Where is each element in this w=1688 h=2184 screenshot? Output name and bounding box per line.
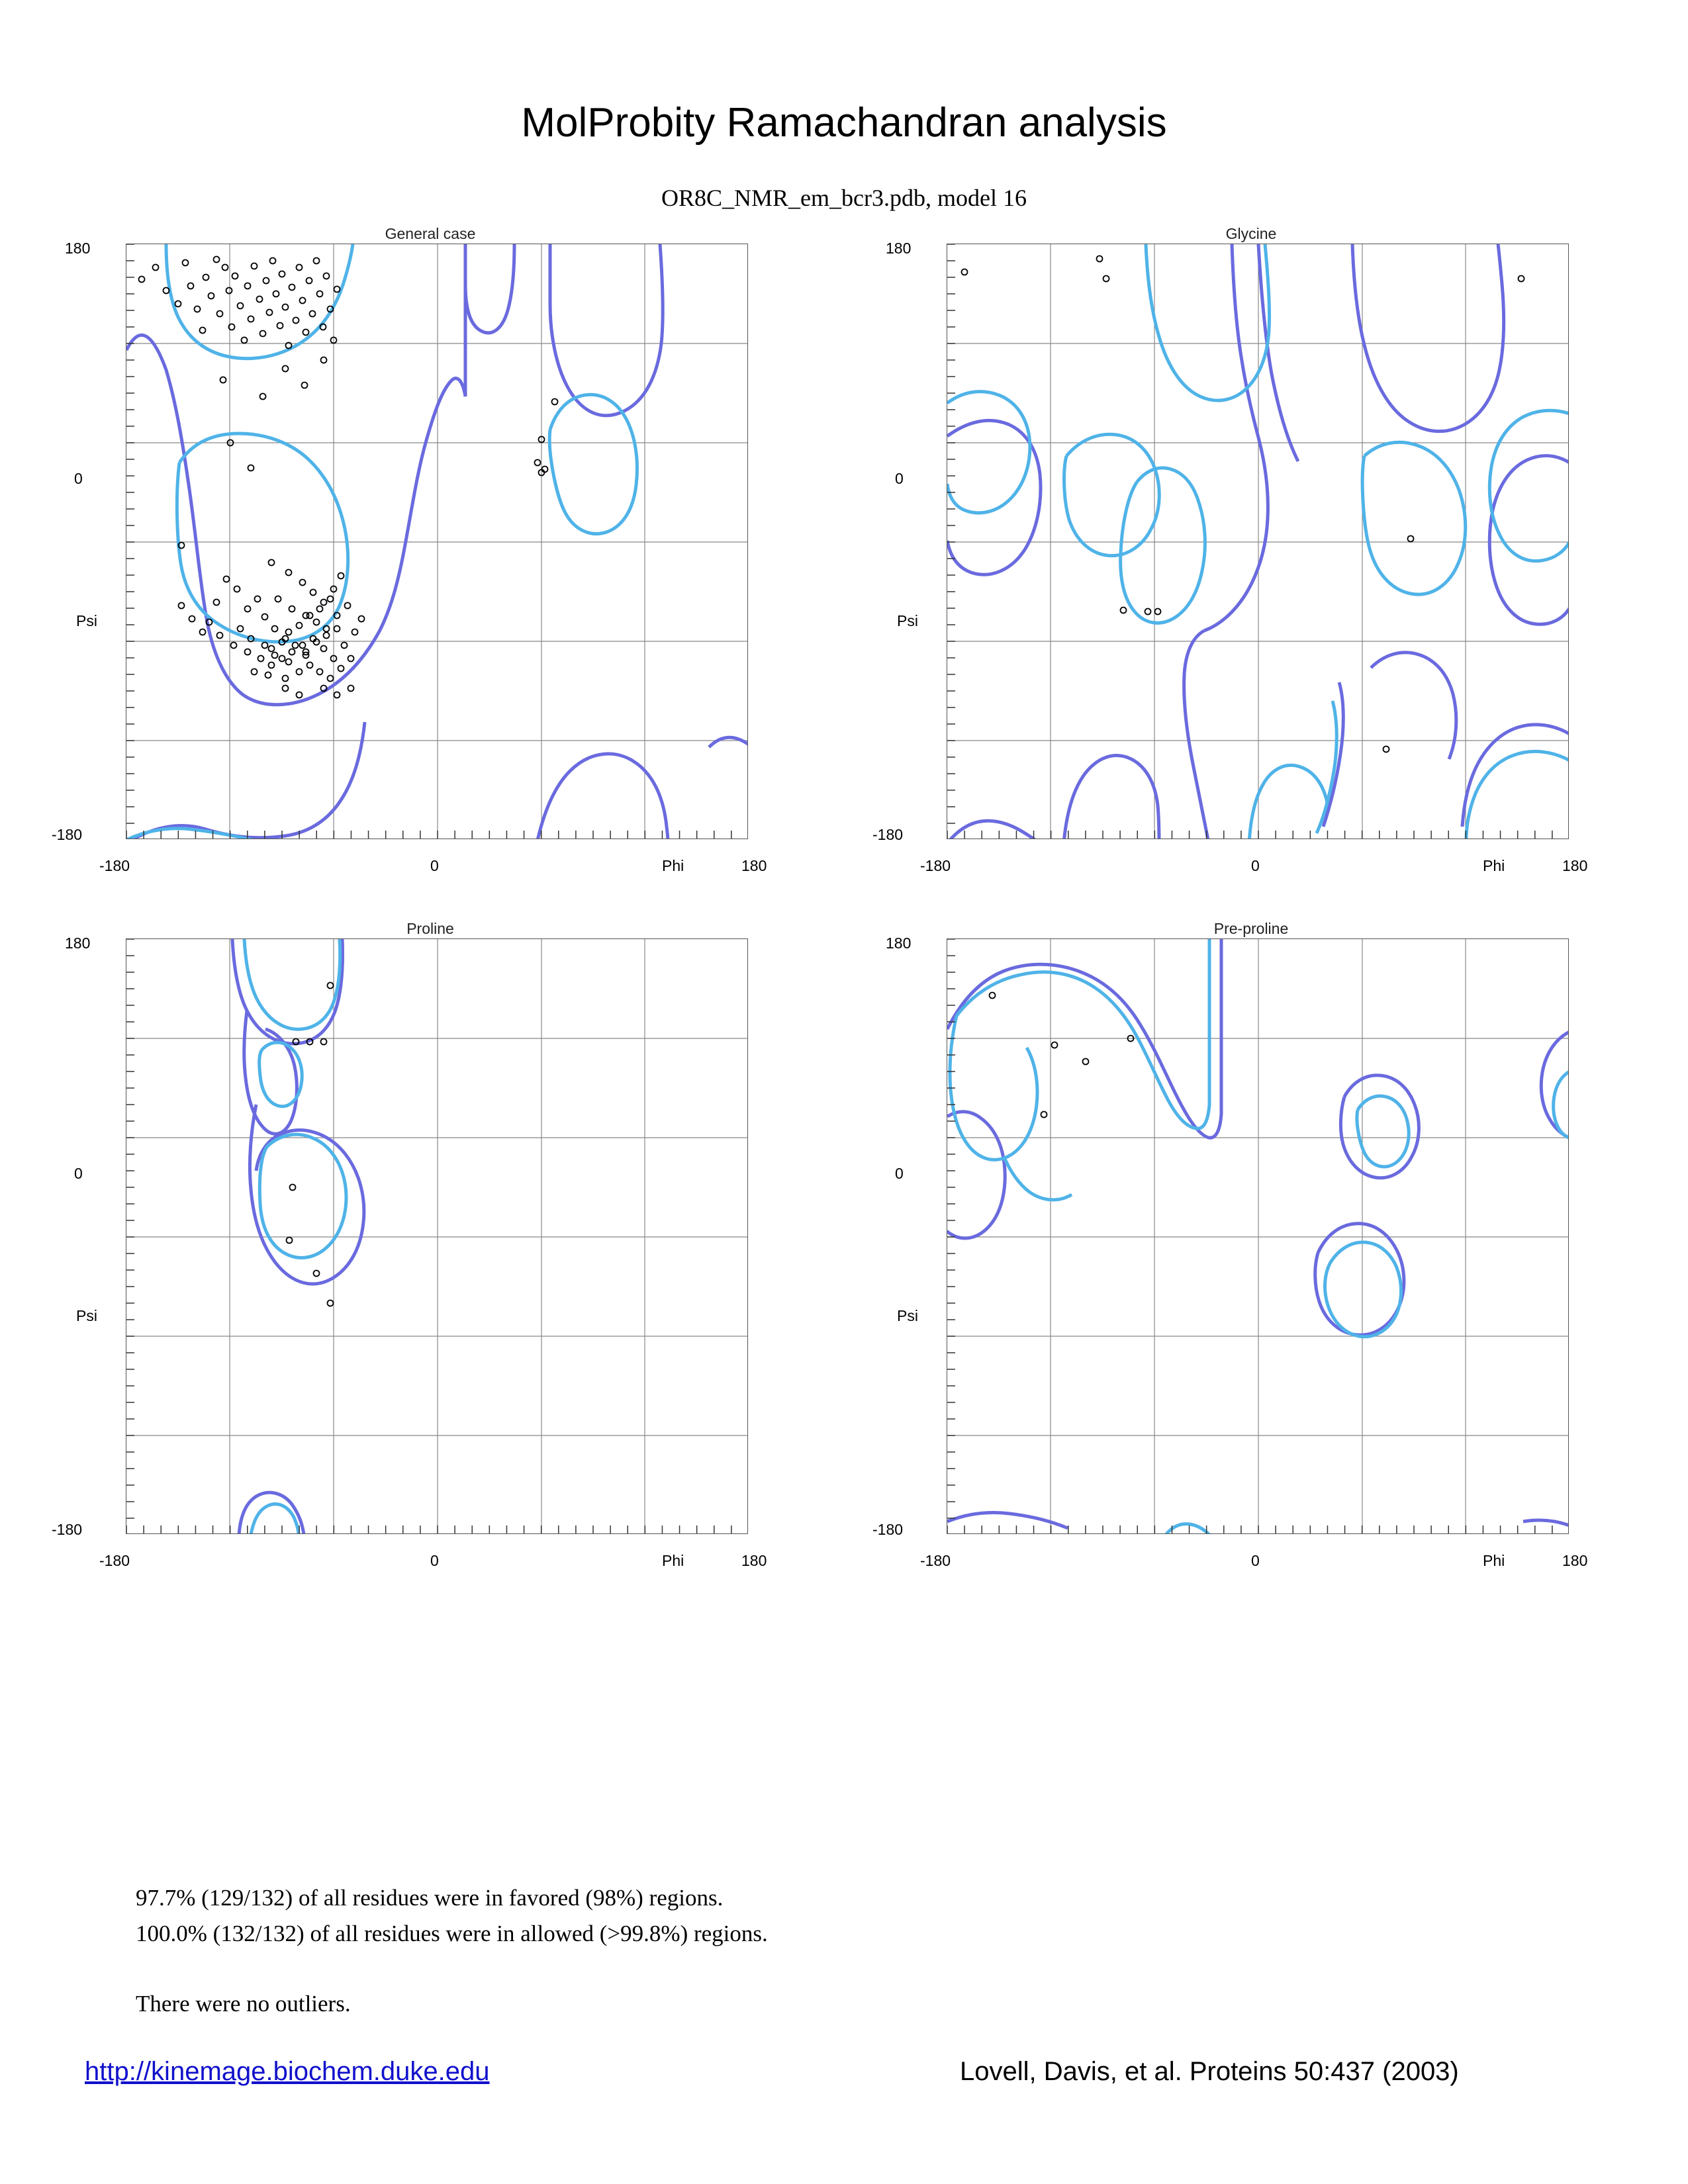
plot-area-proline[interactable] <box>126 938 748 1534</box>
plot-svg-proline <box>126 939 748 1534</box>
x-tick-0-proline: 0 <box>430 1552 439 1569</box>
y-tick-0-general: 0 <box>74 470 83 487</box>
data-points-glycine <box>962 256 1524 752</box>
x-axis-label-proline: Phi <box>662 1552 684 1569</box>
kinemage-link[interactable]: http://kinemage.biochem.duke.edu <box>85 2057 490 2086</box>
x-tick-0-general: 0 <box>430 857 439 874</box>
y-tick-180-general: 180 <box>65 240 91 257</box>
y-axis-label-general: Psi <box>76 612 97 629</box>
y-tick-0-proline: 0 <box>74 1165 83 1182</box>
panel-glycine <box>872 225 1602 874</box>
plot-area-general-case[interactable] <box>126 244 748 839</box>
grid-lines-general <box>126 244 748 839</box>
data-points-general <box>139 257 558 698</box>
y-axis-label-preproline: Psi <box>897 1307 918 1324</box>
y-tick-0-preproline: 0 <box>895 1165 904 1182</box>
citation-text: Lovell, Davis, et al. Proteins 50:437 (2003) <box>960 2057 1459 2086</box>
y-tick-0-glycine: 0 <box>895 470 904 487</box>
x-axis-label-preproline: Phi <box>1483 1552 1505 1569</box>
stats-outliers: There were no outliers. <box>136 1991 351 2017</box>
plot-svg-preproline <box>947 939 1569 1534</box>
panel-general-case <box>52 225 781 874</box>
y-tick-180-glycine: 180 <box>886 240 912 257</box>
y-tick-180-preproline: 180 <box>886 934 912 952</box>
x-tick-180-glycine: 180 <box>1562 857 1588 874</box>
page-subtitle: OR8C_NMR_em_bcr3.pdb, model 16 <box>661 185 1027 211</box>
y-tick-neg180-glycine: -180 <box>872 826 904 843</box>
x-tick-neg180-glycine: -180 <box>920 857 951 874</box>
grid-lines-preproline <box>947 939 1569 1534</box>
x-tick-0-preproline: 0 <box>1251 1552 1260 1569</box>
y-axis-label-proline: Psi <box>76 1307 97 1324</box>
x-tick-180-preproline: 180 <box>1562 1552 1588 1569</box>
grid-lines-glycine <box>947 244 1569 839</box>
y-axis-label-glycine: Psi <box>897 612 918 629</box>
plot-svg-glycine <box>947 244 1569 839</box>
y-tick-neg180-general: -180 <box>52 826 83 843</box>
panel-proline <box>52 920 781 1569</box>
y-tick-180-proline: 180 <box>65 934 91 952</box>
panel-title-general-case: General case <box>385 225 476 242</box>
panel-title-glycine: Glycine <box>1225 225 1277 242</box>
panel-pre-proline <box>872 920 1602 1569</box>
x-tick-neg180-preproline: -180 <box>920 1552 951 1569</box>
page-title: MolProbity Ramachandran analysis <box>521 100 1167 146</box>
panel-title-proline: Proline <box>406 920 454 937</box>
y-tick-neg180-preproline: -180 <box>872 1521 904 1538</box>
plot-area-pre-proline[interactable] <box>947 938 1569 1534</box>
x-tick-neg180-general: -180 <box>99 857 130 874</box>
x-tick-0-glycine: 0 <box>1251 857 1260 874</box>
stats-favored: 97.7% (129/132) of all residues were in favored (98%) regions. <box>136 1885 724 1911</box>
y-tick-neg180-proline: -180 <box>52 1521 83 1538</box>
plot-area-glycine[interactable] <box>947 244 1569 839</box>
x-axis-label-glycine: Phi <box>1483 857 1505 874</box>
x-tick-180-general: 180 <box>741 857 767 874</box>
panel-title-pre-proline: Pre-proline <box>1213 920 1289 937</box>
stats-allowed: 100.0% (132/132) of all residues were in allowed (>99.8%) regions. <box>136 1921 768 1946</box>
x-axis-label-general: Phi <box>662 857 684 874</box>
data-points-preproline <box>990 993 1134 1118</box>
x-tick-neg180-proline: -180 <box>99 1552 130 1569</box>
x-tick-180-proline: 180 <box>741 1552 767 1569</box>
plot-svg-general <box>126 244 748 839</box>
grid-lines-proline <box>126 939 748 1534</box>
